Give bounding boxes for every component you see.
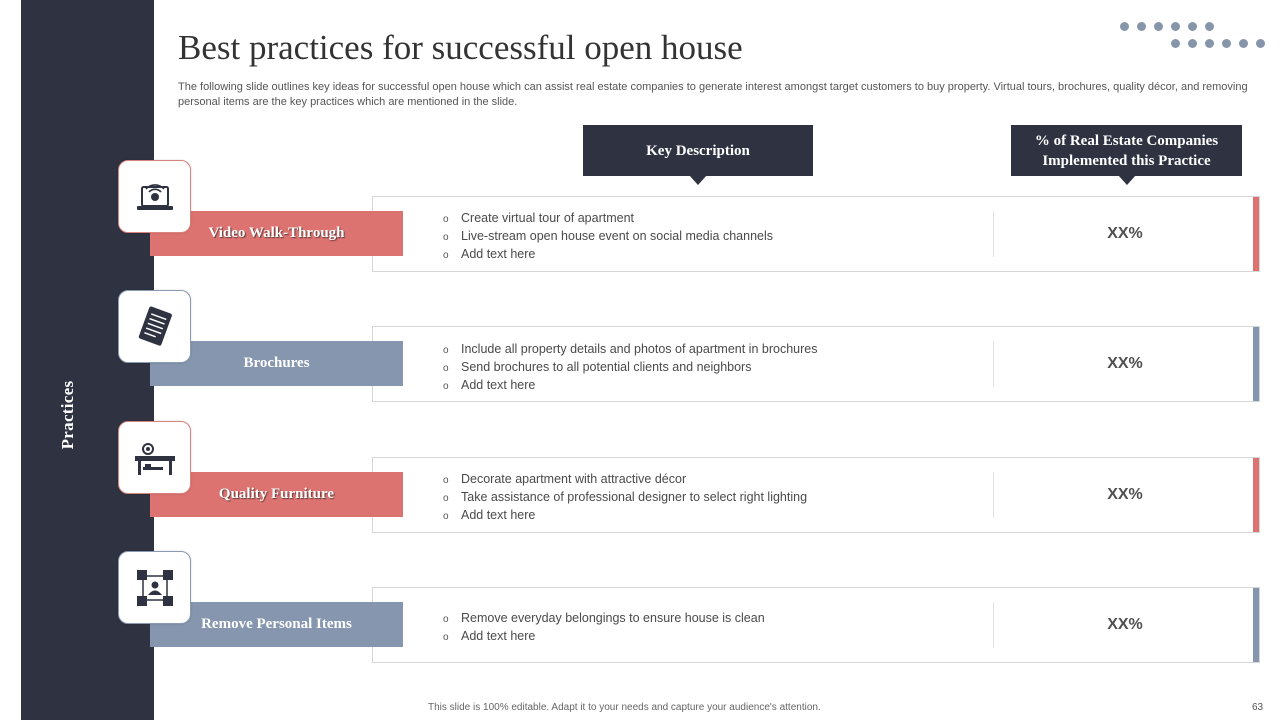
practice-icon-box xyxy=(118,290,191,363)
bullet-item: o Add text here xyxy=(443,629,536,643)
page-title: Best practices for successful open house xyxy=(178,28,743,67)
bullet-item: o Add text here xyxy=(443,378,536,392)
bullet-list xyxy=(443,210,773,264)
bullet-item: o Take assistance of professional designer to select right lighting xyxy=(443,490,808,504)
bullet-item: o Include all property details and photos of apartment in brochures xyxy=(443,342,818,356)
bullet-item: o Send brochures to all potential clients and neighbors xyxy=(443,360,752,374)
practice-label-remove-personal-items: Remove Personal Items xyxy=(150,602,403,647)
laptop-broadcast-icon xyxy=(133,175,177,219)
row-divider xyxy=(993,211,994,257)
percentage-header-label: % of Real Estate Companies Implemented this Practice xyxy=(1034,132,1219,169)
practice-row-remove-personal-items xyxy=(372,587,1260,663)
person-network-icon xyxy=(133,566,177,610)
practice-label-video-walk-through: Video Walk-Through xyxy=(150,211,403,256)
furniture-table-icon xyxy=(131,434,179,482)
bullet-item: o Live-stream open house event on social media channels xyxy=(443,229,773,243)
bullet-item: o Create virtual tour of apartment xyxy=(443,211,634,225)
bullet-item: o Decorate apartment with attractive décor xyxy=(443,472,687,486)
bullet-item: o Remove everyday belongings to ensure house is clean xyxy=(443,611,765,625)
percentage-value: XX% xyxy=(1107,616,1143,633)
bullet-item: o Add text here xyxy=(443,247,536,261)
practice-icon-box xyxy=(118,551,191,624)
practice-row-brochures xyxy=(372,326,1260,402)
footer-note: This slide is 100% editable. Adapt it to your needs and capture your audience's attention. xyxy=(428,702,821,713)
practice-icon-box xyxy=(118,160,191,233)
percentage-header xyxy=(1011,125,1242,176)
bullet-list xyxy=(443,610,765,646)
bullet-list xyxy=(443,471,807,525)
practice-label-brochures: Brochures xyxy=(150,341,403,386)
row-divider xyxy=(993,602,994,648)
row-accent-bar xyxy=(1253,588,1259,662)
bullet-item: o Add text here xyxy=(443,508,536,522)
key-description-header-label: Key Description xyxy=(646,142,750,159)
percentage-value: XX% xyxy=(1107,486,1143,503)
row-divider xyxy=(993,341,994,387)
key-description-header xyxy=(583,125,813,176)
page-subtitle: The following slide outlines key ideas for successful open house which can assist real estate companies to generate interest amongst target customers to buy property. Virtual tours, brochures, quality décor, and removing personal items are the key practices which are mentioned in the slide. xyxy=(178,81,1248,108)
percentage-value: XX% xyxy=(1107,355,1143,372)
practice-label-quality-furniture: Quality Furniture xyxy=(150,472,403,517)
row-divider xyxy=(993,472,994,518)
practice-row-video-walk-through xyxy=(372,196,1260,272)
practice-icon-box xyxy=(118,421,191,494)
brochure-icon xyxy=(131,303,179,351)
sidebar-label: Practices xyxy=(58,380,77,450)
row-accent-bar xyxy=(1253,327,1259,401)
bullet-list xyxy=(443,341,817,395)
row-accent-bar xyxy=(1253,197,1259,271)
row-accent-bar xyxy=(1253,458,1259,532)
page-number: 63 xyxy=(1252,702,1264,713)
percentage-value: XX% xyxy=(1107,225,1143,242)
practice-row-quality-furniture xyxy=(372,457,1260,533)
